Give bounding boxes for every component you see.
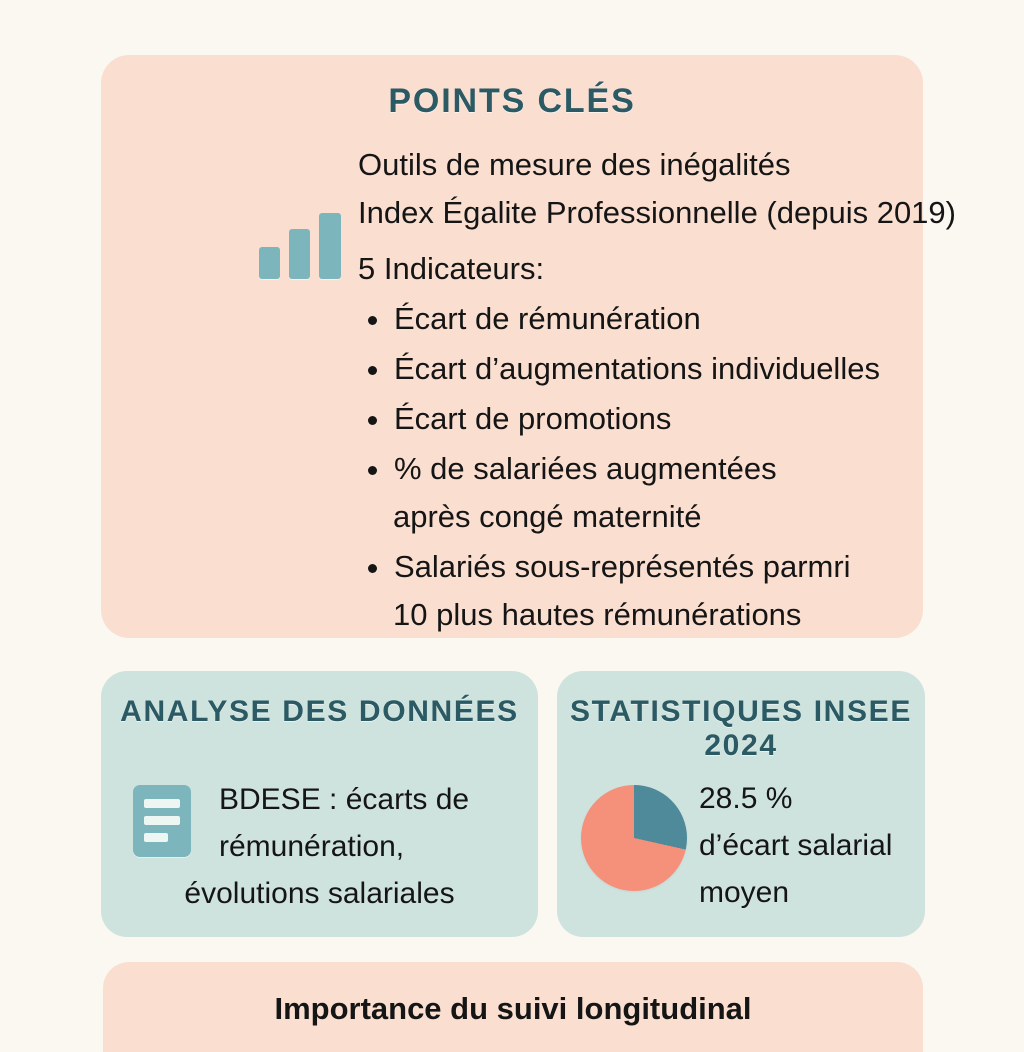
list-item (368, 295, 903, 343)
pie-chart-icon (581, 785, 687, 891)
footer-text: Importance du suivi longitudinal (274, 991, 752, 1026)
statistics-card (557, 671, 925, 937)
list-item-line-2: après congé maternité (393, 499, 702, 534)
key-points-intro-line-2: Index Égalite Professionnelle (depuis 2019) (358, 195, 956, 230)
key-points-intro-line-1: Outils de mesure des inégalités (358, 147, 791, 182)
bar-chart-icon (258, 213, 348, 279)
statistics-body-line-2: moyen (699, 876, 790, 909)
key-points-list-heading: 5 Indicateurs: (358, 251, 545, 286)
list-item (368, 445, 903, 541)
analysis-body (113, 776, 526, 917)
list-item-line-1: Écart de rémunération (394, 301, 701, 336)
key-points-indicator-list (258, 295, 903, 639)
bullet-icon (368, 316, 377, 325)
list-item-line-1: % de salariées augmentées (394, 451, 777, 486)
analysis-card (101, 671, 538, 937)
statistics-body (699, 775, 917, 916)
analysis-body-line-2: rémunération, (219, 830, 405, 863)
list-item-line-1: Écart de promotions (394, 401, 672, 436)
bar-chart-bar-3 (319, 213, 341, 279)
bullet-icon (368, 466, 377, 475)
footer-banner (103, 962, 923, 1052)
analysis-body-line-3: évolutions salariales (184, 877, 455, 910)
key-points-body (258, 141, 956, 639)
bar-chart-bar-1 (259, 247, 280, 279)
list-item (368, 395, 903, 443)
bullet-icon (368, 564, 377, 573)
analysis-title: ANALYSE DES DONNÉES (120, 695, 519, 728)
list-item (368, 345, 903, 393)
statistics-title: STATISTIQUES INSEE 2024 (570, 695, 912, 762)
list-item-line-1: Salariés sous-représentés parmri (394, 549, 851, 584)
list-item-line-1: Écart d’augmentations individuelles (394, 351, 880, 386)
list-item-line-2: 10 plus hautes rémunérations (393, 597, 802, 632)
statistics-body-line-1: d’écart salarial (699, 829, 893, 862)
key-points-card (101, 55, 956, 638)
bullet-icon (368, 416, 377, 425)
statistics-value: 28.5 % (699, 782, 793, 815)
bar-chart-bar-2 (289, 229, 310, 279)
analysis-body-line-1: BDESE : écarts de (219, 783, 470, 816)
bullet-icon (368, 366, 377, 375)
key-points-title: POINTS CLÉS (388, 82, 636, 120)
list-item (368, 543, 903, 639)
